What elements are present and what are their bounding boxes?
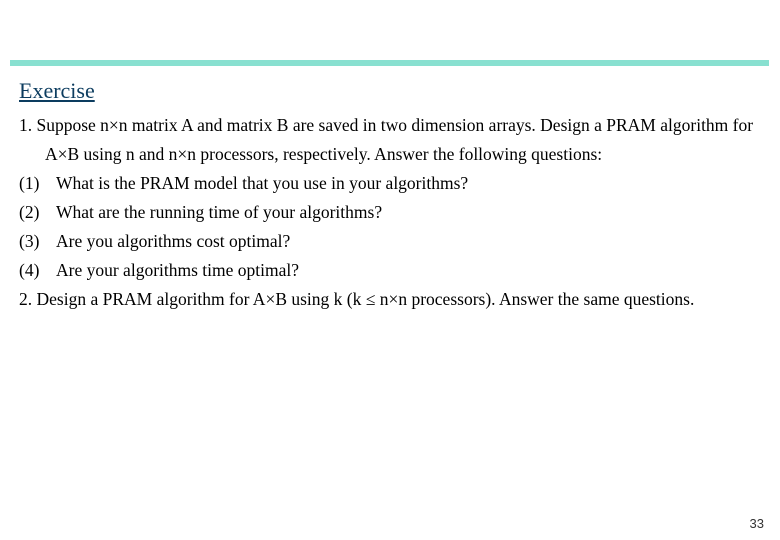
sub-question-text: What is the PRAM model that you use in your algorithms?	[56, 173, 469, 193]
slide-title: Exercise	[19, 78, 95, 103]
exercise-body	[19, 111, 764, 314]
sub-question-number: (1)	[19, 173, 40, 193]
sub-question-2	[19, 198, 764, 227]
sub-question-text: Are your algorithms time optimal?	[56, 260, 300, 280]
sub-question-number: (2)	[19, 202, 40, 222]
page-number: 33	[749, 516, 764, 531]
sub-question-text: What are the running time of your algorithms?	[56, 202, 383, 222]
sub-question-4	[19, 256, 764, 285]
sub-question-number: (3)	[19, 231, 40, 251]
sub-question-number: (4)	[19, 260, 40, 280]
title-accent-bar	[10, 60, 769, 66]
question-2: 2. Design a PRAM algorithm for A×B using k (k ≤ n×n processors). Answer the same questions.	[19, 289, 695, 309]
sub-question-3	[19, 227, 764, 256]
sub-question-1	[19, 169, 764, 198]
sub-question-text: Are you algorithms cost optimal?	[56, 231, 291, 251]
question-1: 1. Suppose n×n matrix A and matrix B are saved in two dimension arrays. Design a PRAM algorithm for A×B using n and n×n processors, respectively. Answer the following questions:	[19, 115, 754, 164]
